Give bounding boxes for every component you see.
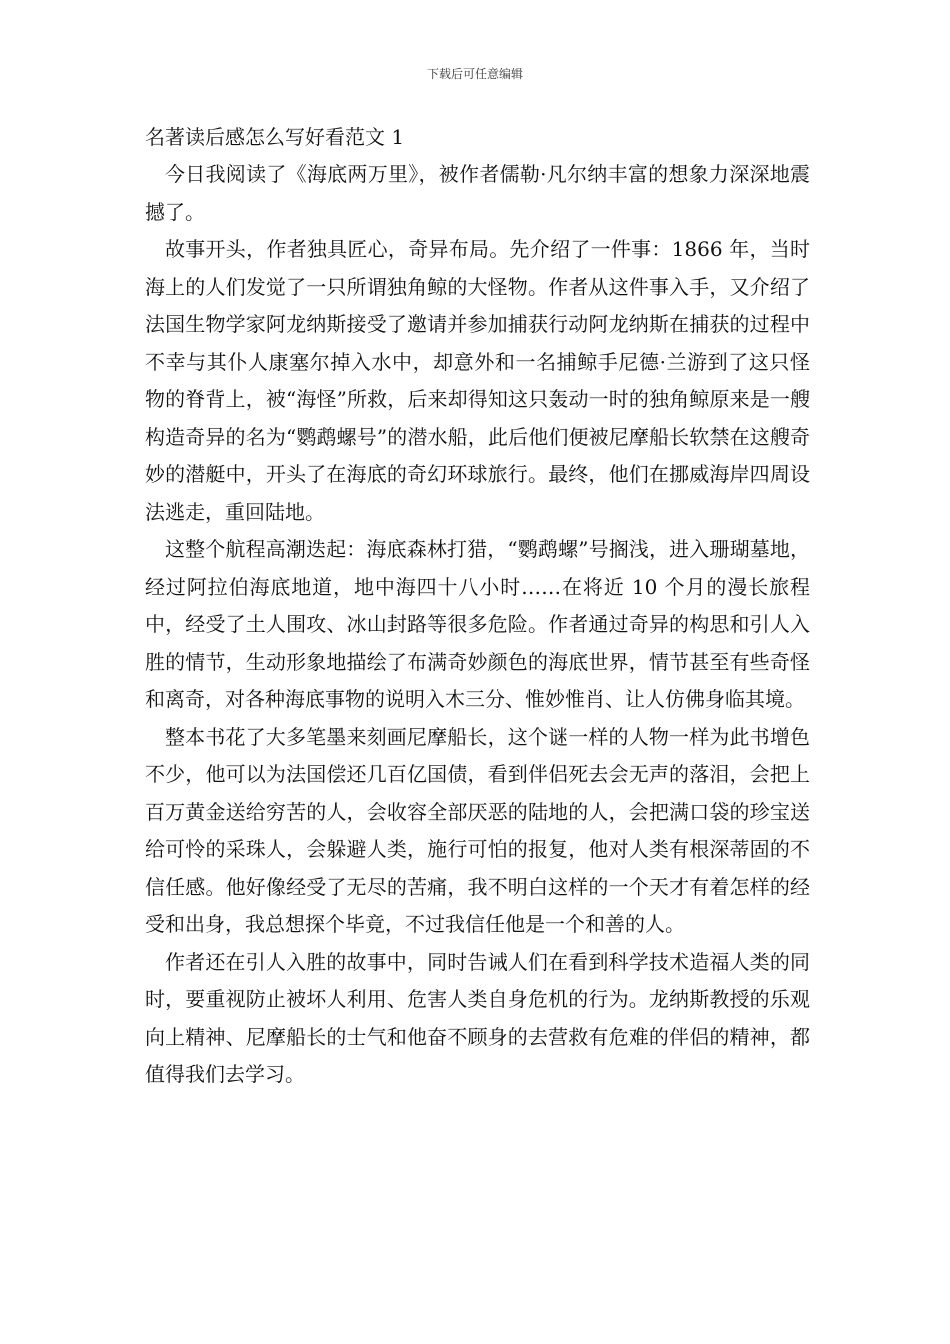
page-header: 下载后可任意编辑 xyxy=(426,67,523,81)
paragraph-voyage-highlights: 这整个航程高潮迭起：海底森林打猎，“鹦鹉螺”号搁浅，进入珊瑚墓地，经过阿拉伯海底地道，地中海四十八小时……在将近 10 个月的漫长旅程中，经受了土人围攻、冰山封路等很多危险。作者通过奇异的构思和引人入胜的情节，生动形象地描绘了布满奇妙颜色的海底世界，情节甚至有些奇怪和离奇，对各种海底事物的说明入木三分、惟妙惟肖、让人仿佛身临其境。 xyxy=(145,537,810,711)
paragraph-conclusion: 作者还在引人入胜的故事中，同时告诫人们在看到科学技术造福人类的同时，要重视防止被坏人利用、危害人类自身危机的行为。龙纳斯教授的乐观向上精神、尼摩船长的士气和他奋不顾身的去营救有危难的伴侣的精神，都值得我们去学习。 xyxy=(145,949,810,1086)
paragraph-captain-nemo: 整本书花了大多笔墨来刻画尼摩船长，这个谜一样的人物一样为此书增色不少，他可以为法国偿还几百亿国债，看到伴侣死去会无声的落泪，会把上百万黄金送给穷苦的人，会收容全部厌恶的陆地的人，会把满口袋的珍宝送给可怜的采珠人，会躲避人类，施行可怕的报复，他对人类有根深蒂固的不信任感。他好像经受了无尽的苦痛，我不明白这样的一个天才有着怎样的经受和出身，我总想探个毕竟，不过我信任他是一个和善的人。 xyxy=(145,724,810,936)
paragraph-intro: 今日我阅读了《海底两万里》，被作者儒勒·凡尔纳丰富的想象力深深地震撼了。 xyxy=(145,162,810,224)
paragraph-story-opening: 故事开头，作者独具匠心，奇异布局。先介绍了一件事：1866 年，当时海上的人们发觉了一只所谓独角鲸的大怪物。作者从这件事入手，又介绍了法国生物学家阿龙纳斯接受了邀请并参加捕获行动阿龙纳斯在捕获的过程中不幸与其仆人康塞尔掉入水中，却意外和一名捕鲸手尼德·兰游到了这只怪物的脊背上，被“海怪”所救，后来却得知这只轰动一时的独角鲸原来是一艘构造奇异的名为“鹦鹉螺号”的潜水船，此后他们便被尼摩船长软禁在这艘奇妙的潜艇中，开头了在海底的奇幻环球旅行。最终，他们在挪威海岸四周设法逃走，重回陆地。 xyxy=(145,237,810,524)
document-title: 名著读后感怎么写好看范文 1 xyxy=(145,125,405,149)
document-body xyxy=(145,118,810,1094)
